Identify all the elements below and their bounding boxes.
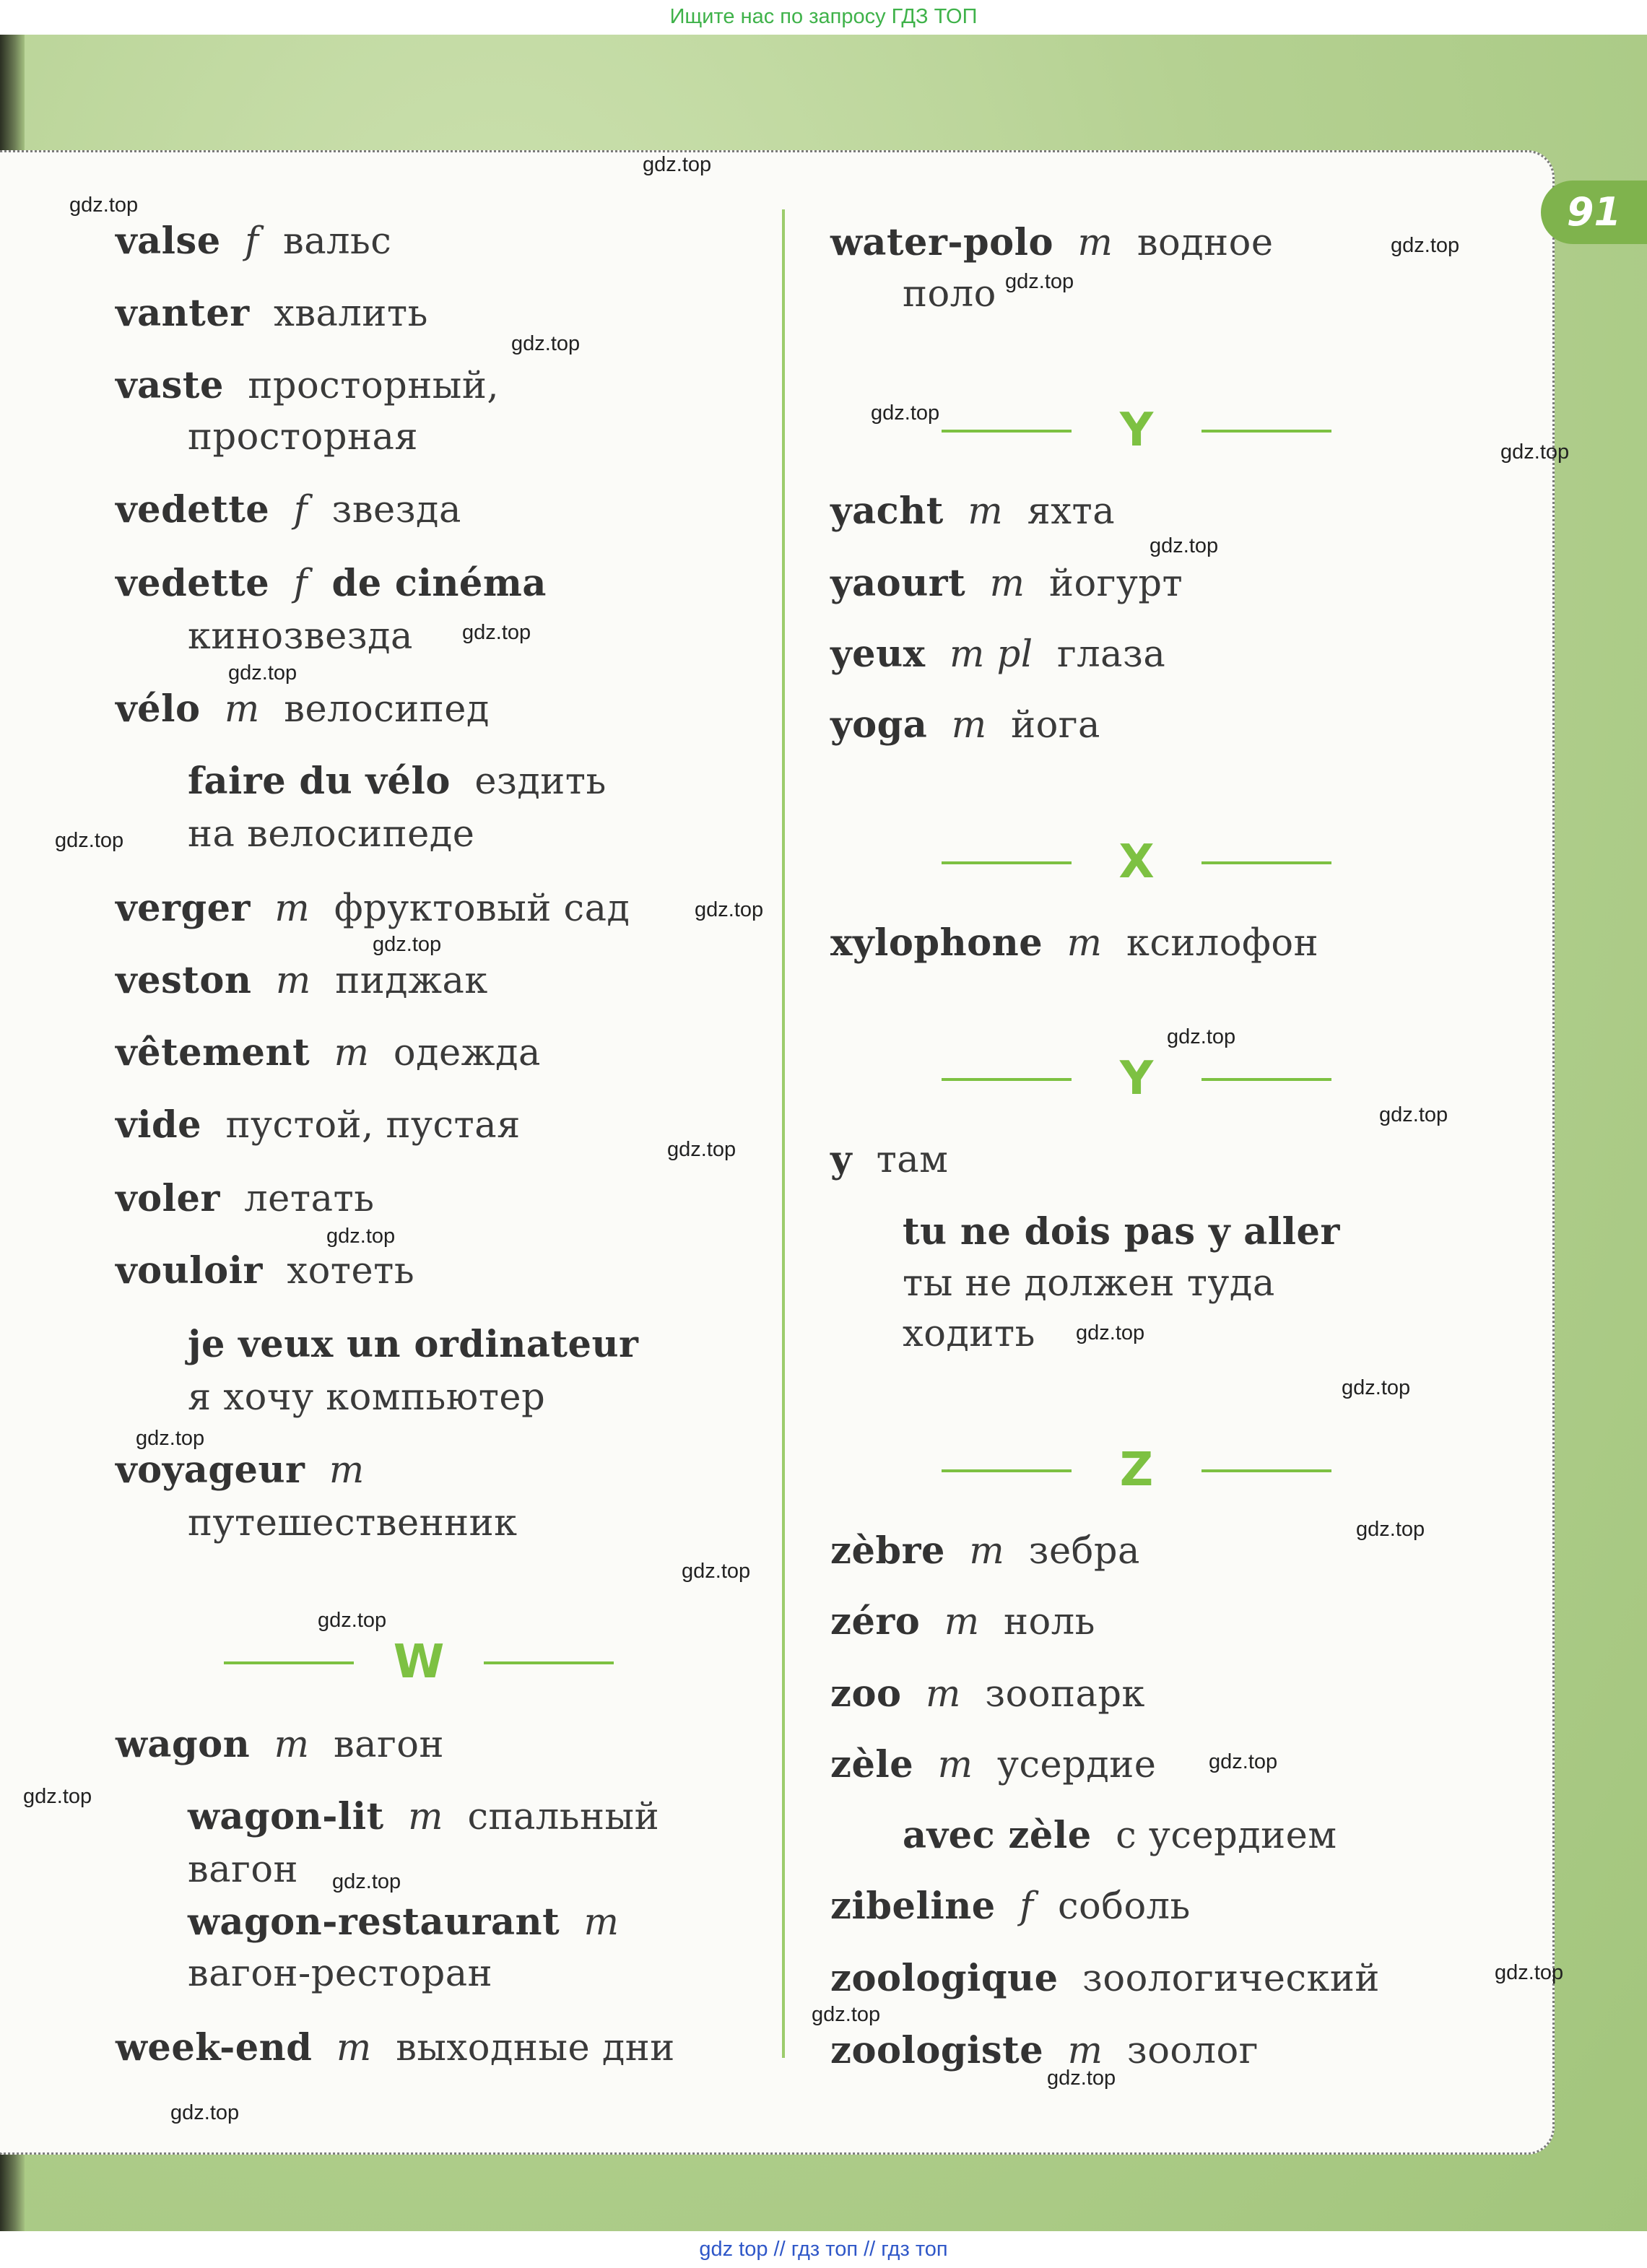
- entry-yeux: yeux m pl глаза: [830, 633, 1166, 676]
- entry-voyageur: voyageur m: [116, 1448, 365, 1492]
- section-letter-y-top: Y: [942, 401, 1331, 459]
- watermark: gdz.top: [1391, 234, 1460, 257]
- entry-xylophone: xylophone m ксилофон: [830, 921, 1319, 965]
- entry-vedette: vedette f звезда: [116, 488, 461, 531]
- watermark: gdz.top: [511, 332, 581, 355]
- entry-wagon-restaurant-cont: вагон-ресторан: [188, 1952, 493, 1995]
- entry-zibeline: zibeline f соболь: [830, 1885, 1191, 1928]
- watermark: gdz.top: [326, 1225, 396, 1248]
- watermark: gdz.top: [1500, 440, 1570, 464]
- entry-vetement: vêtement m одежда: [116, 1031, 541, 1074]
- entry-veston: veston m пиджак: [116, 959, 488, 1002]
- page-number: 91: [1541, 181, 1647, 244]
- entry-zoologiste: zoologiste m зоолог: [830, 2029, 1259, 2072]
- watermark: gdz.top: [812, 2003, 881, 2026]
- entry-tu-ne-dois-pas-cont: ты не должен туда: [903, 1262, 1275, 1305]
- entry-wagon-restaurant: wagon-restaurant m: [188, 1900, 620, 1944]
- watermark: gdz.top: [1150, 534, 1219, 557]
- section-letter-w: W: [224, 1633, 614, 1691]
- watermark: gdz.top: [643, 153, 712, 176]
- entry-vaste-cont: просторная: [188, 416, 419, 459]
- watermark: gdz.top: [55, 829, 124, 852]
- watermark: gdz.top: [462, 621, 531, 644]
- entry-zoo: zoo m зоопарк: [830, 1672, 1145, 1716]
- watermark: gdz.top: [373, 933, 442, 956]
- entry-yacht: yacht m яхта: [830, 490, 1116, 533]
- entry-velo: vélo m велосипед: [116, 687, 490, 731]
- entry-faire-du-velo-cont: на велосипеде: [188, 813, 475, 856]
- watermark: gdz.top: [69, 194, 139, 217]
- watermark: gdz.top: [170, 2101, 240, 2124]
- entry-vanter: vanter хвалить: [116, 292, 428, 335]
- watermark: gdz.top: [1005, 270, 1074, 293]
- entry-voyageur-cont: путешественник: [188, 1502, 518, 1544]
- watermark: gdz.top: [1379, 1103, 1448, 1126]
- watermark: gdz.top: [1342, 1376, 1411, 1399]
- entry-water-polo-cont: поло: [903, 273, 996, 316]
- entry-wagon-lit-cont: вагон: [188, 1848, 299, 1891]
- watermark: gdz.top: [1356, 1518, 1425, 1541]
- section-letter-y: Y: [942, 1050, 1331, 1108]
- entry-y: y там: [830, 1138, 949, 1181]
- section-letter-z: Z: [942, 1441, 1331, 1499]
- entry-week-end: week-end m выходные дни: [116, 2026, 675, 2069]
- entry-vedette-de-cinema: vedette f de cinéma: [116, 562, 547, 605]
- entry-je-veux-cont: я хочу компьютер: [188, 1376, 546, 1419]
- entry-wagon: wagon m вагон: [116, 1723, 445, 1766]
- watermark: gdz.top: [228, 661, 297, 685]
- watermark: gdz.top: [1495, 1961, 1564, 1984]
- entry-verger: verger m фруктовый сад: [116, 887, 630, 930]
- entry-vedette-cont: кинозвезда: [188, 615, 413, 658]
- entry-avec-zele: avec zèle с усердием: [903, 1814, 1337, 1857]
- watermark: gdz.top: [1047, 2067, 1116, 2090]
- entry-zele: zèle m усердие: [830, 1743, 1157, 1786]
- entry-vide: vide пустой, пустая: [116, 1103, 521, 1147]
- watermark: gdz.top: [1167, 1025, 1236, 1048]
- watermark: gdz.top: [23, 1785, 92, 1808]
- watermark: gdz.top: [667, 1138, 736, 1161]
- entry-zebre: zèbre m зебра: [830, 1529, 1140, 1573]
- entry-zoologique: zoologique зоологический: [830, 1957, 1380, 2000]
- entry-zero: zéro m ноль: [830, 1600, 1095, 1643]
- watermark: gdz.top: [871, 401, 940, 425]
- entry-water-polo: water-polo m водное: [830, 221, 1274, 264]
- watermark: gdz.top: [1076, 1321, 1145, 1344]
- entry-tu-ne-dois-pas-cont2: ходить: [903, 1313, 1035, 1355]
- watermark: gdz.top: [136, 1427, 205, 1450]
- entry-je-veux: je veux un ordinateur: [188, 1323, 639, 1366]
- entry-yoga: yoga m йога: [830, 703, 1100, 747]
- entry-vaste: vaste просторный,: [116, 364, 500, 407]
- watermark: gdz.top: [318, 1609, 387, 1632]
- entry-wagon-lit: wagon-lit m спальный: [188, 1795, 660, 1838]
- entry-yaourt: yaourt m йогурт: [830, 562, 1183, 605]
- entry-valse: valse f вальс: [116, 220, 392, 263]
- watermark: gdz.top: [695, 898, 764, 921]
- section-letter-x: X: [942, 833, 1331, 891]
- top-banner: Ищите нас по запросу ГДЗ ТОП: [0, 0, 1647, 35]
- entry-voler: voler летать: [116, 1177, 375, 1220]
- entry-tu-ne-dois-pas: tu ne dois pas y aller: [903, 1210, 1340, 1254]
- watermark: gdz.top: [1209, 1750, 1278, 1773]
- watermark: gdz.top: [682, 1560, 751, 1583]
- column-divider: [782, 209, 785, 2058]
- watermark: gdz.top: [332, 1870, 401, 1893]
- bottom-banner: gdz top // гдз топ // гдз топ: [0, 2231, 1647, 2268]
- entry-faire-du-velo: faire du vélo ездить: [188, 760, 607, 803]
- entry-vouloir: vouloir хотеть: [116, 1249, 415, 1292]
